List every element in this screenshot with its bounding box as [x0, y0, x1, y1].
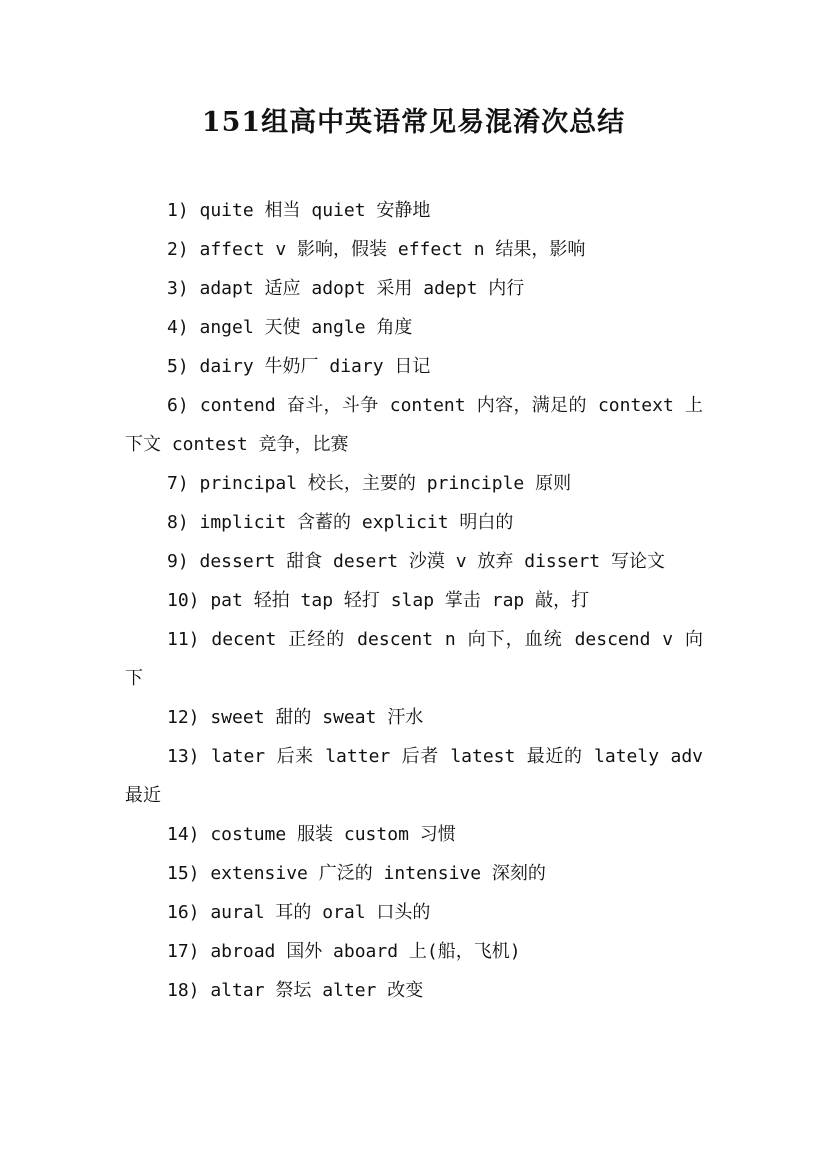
- list-item: 1) quite 相当 quiet 安静地: [167, 200, 431, 221]
- list-item: 3) adapt 适应 adopt 采用 adept 内行: [167, 278, 525, 299]
- list-item: 15) extensive 广泛的 intensive 深刻的: [167, 863, 546, 884]
- list-item: 13) later 后来 latter 后者 latest 最近的 lately adv 最近: [125, 746, 703, 806]
- list-item: 5) dairy 牛奶厂 diary 日记: [167, 356, 431, 377]
- list-item: 10) pat 轻拍 tap 轻打 slap 掌击 rap 敲，打: [167, 590, 590, 611]
- list-item: 9) dessert 甜食 desert 沙漠 v 放弃 dissert 写论文: [167, 551, 665, 572]
- list-item: 4) angel 天使 angle 角度: [167, 317, 413, 338]
- list-item: 16) aural 耳的 oral 口头的: [167, 902, 431, 923]
- list-item: 8) implicit 含蓄的 explicit 明白的: [167, 512, 514, 533]
- list-item: 2) affect v 影响，假装 effect n 结果，影响: [167, 239, 586, 260]
- list-item: 18) altar 祭坛 alter 改变: [167, 980, 424, 1001]
- list-item: 17) abroad 国外 aboard 上(船，飞机): [167, 941, 521, 962]
- list-item: 14) costume 服装 custom 习惯: [167, 824, 456, 845]
- document-title: 151组高中英语常见易混淆次总结: [201, 107, 626, 138]
- list-item: 12) sweet 甜的 sweat 汗水: [167, 707, 424, 728]
- list-item: 6) contend 奋斗，斗争 content 内容，满足的 context 上下文 contest 竞争，比赛: [125, 395, 703, 455]
- list-item: 7) principal 校长，主要的 principle 原则: [167, 473, 572, 494]
- list-item: 11) decent 正经的 descent n 向下，血统 descend v 向下: [125, 629, 703, 689]
- word-list: [125, 191, 703, 1010]
